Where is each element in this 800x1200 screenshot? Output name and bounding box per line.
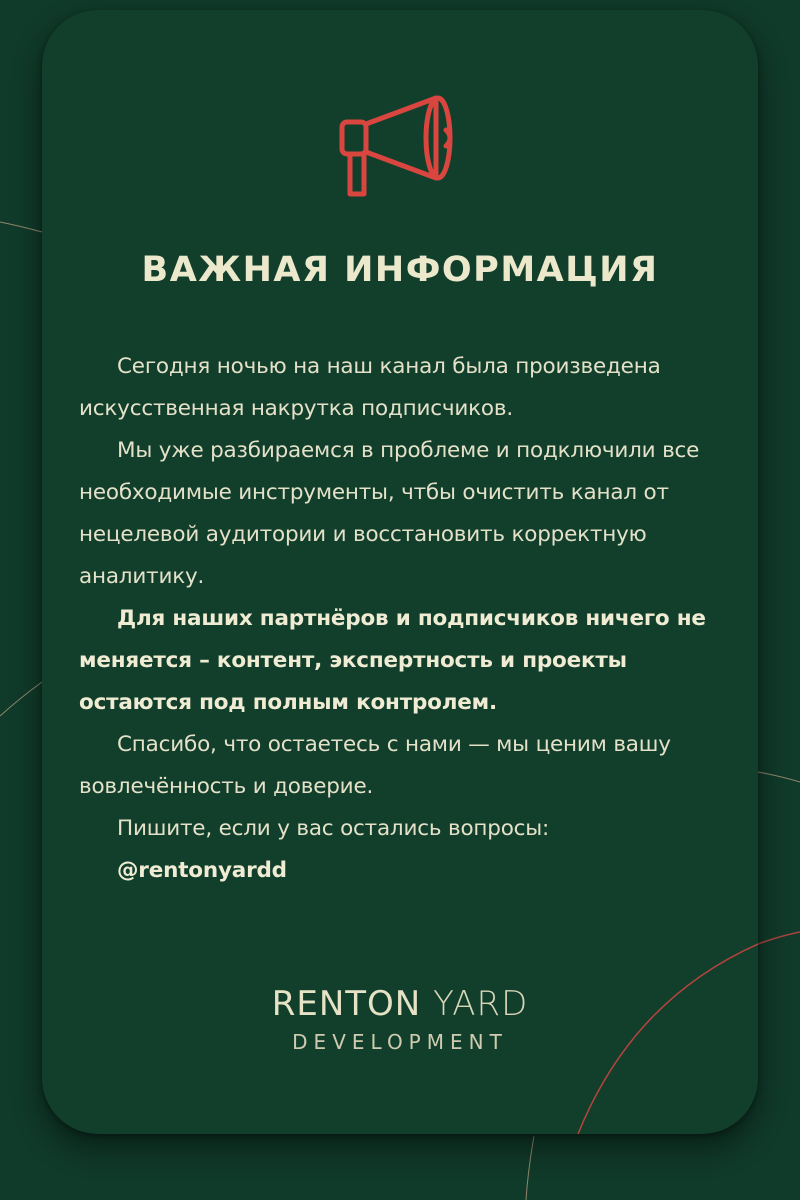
megaphone-icon bbox=[336, 92, 464, 202]
paragraph-contact: Пишите, если у вас остались вопросы: bbox=[117, 816, 550, 841]
brand-name-part2: YARD bbox=[433, 984, 529, 1024]
paragraph-incident: Сегодня ночью на наш канал была произведена искусственная накрутка подписчиков. bbox=[79, 354, 661, 421]
contact-handle-link[interactable]: @rentonyardd bbox=[117, 858, 287, 883]
brand-subtitle: DEVELOPMENT bbox=[292, 1030, 508, 1054]
paragraph-actions: Мы уже разбираемся в проблеме и подключили все необходимые инструменты, чтбы очистить канал от нецелевой аудитории и восстановить корректную аналитику. bbox=[79, 438, 700, 589]
announcement-card bbox=[42, 10, 758, 1134]
headline: ВАЖНАЯ ИНФОРМАЦИЯ bbox=[141, 250, 659, 290]
brand-name-part1: RENTON bbox=[271, 984, 422, 1024]
paragraph-thanks: Спасибо, что остаетесь с нами — мы ценим вашу вовлечённость и доверие. bbox=[79, 732, 671, 799]
brand-logo bbox=[42, 984, 758, 1024]
announcement-body bbox=[79, 346, 729, 892]
paragraph-partners: Для наших партнёров и подписчиков ничего не меняется – контент, экспертность и проекты остаются под полным контролем. bbox=[79, 606, 706, 715]
